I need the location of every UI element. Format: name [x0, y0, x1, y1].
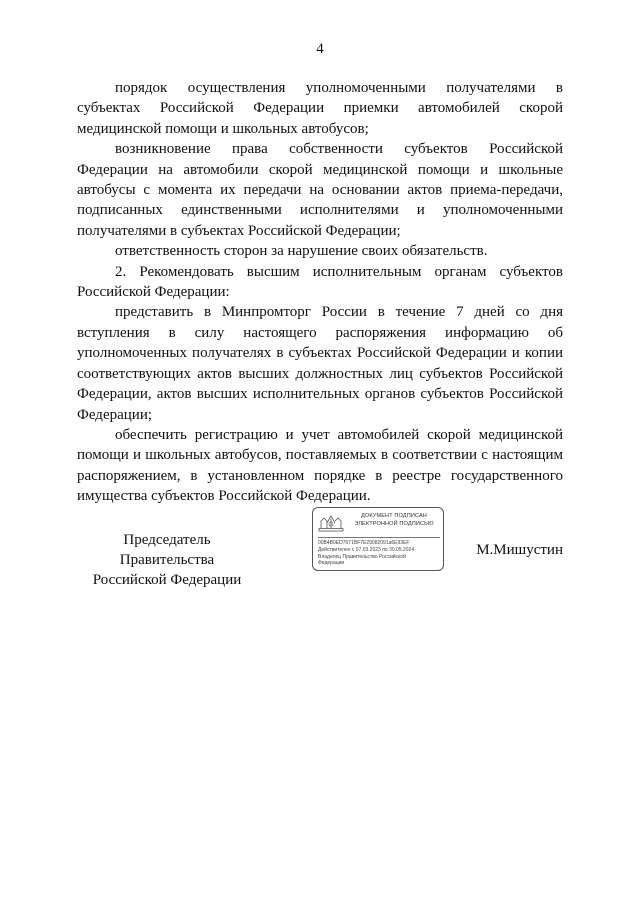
stamp-title-line1: ДОКУМЕНТ ПОДПИСАН	[361, 513, 427, 519]
signatory-position-line1: Председатель Правительства	[119, 532, 215, 568]
document-body	[77, 78, 563, 507]
signatory-name: М.Мишустин	[476, 542, 563, 558]
signatory-position-line2: Российской Федерации	[92, 572, 242, 588]
stamp-divider	[318, 537, 440, 538]
stamp-details	[318, 540, 442, 567]
paragraph-recommendation: 2. Рекомендовать высшим исполнительным органам субъектов Российской Федерации:	[77, 263, 563, 301]
paragraph-registration: обеспечить регистрацию и учет автомобилей скорой медицинской помощи и школьных автобусов, поставляемых в соответствии с настоящим распоряжением, в установленном порядке в реестре государственного имущества субъектов Российской Федерации.	[77, 426, 563, 505]
stamp-owner-line1: Владелец Правительство Российской	[318, 553, 406, 560]
paragraph-submit-information: представить в Минпромторг России в течение 7 дней со дня вступления в силу настоящего распоряжения информацию об уполномоченных получателях в субъектах Российской Федерации и копии соответствующих актов высших должностных лиц субъектов Российской Федерации, актов высших исполнительных органов субъектов Российской Федерации;	[77, 304, 563, 423]
coat-of-arms-icon	[318, 513, 344, 533]
paragraph-acceptance-procedure: порядок осуществления уполномоченными получателями в субъектах Российской Федерации приемки автомобилей скорой медицинской помощи и школьных автобусов;	[77, 80, 563, 137]
stamp-owner-line2: Федерации	[318, 560, 345, 567]
electronic-signature-stamp	[312, 507, 444, 571]
page-number: 4	[316, 41, 324, 57]
paragraph-responsibility: ответственность сторон за нарушение своих обязательств.	[115, 243, 488, 260]
stamp-title-line2: ЭЛЕКТРОННОЙ ПОДПИСЬЮ	[354, 520, 434, 527]
stamp-certificate: 00B4B0ED7671BF7E29082091a6E93EF	[318, 540, 410, 546]
stamp-title	[347, 513, 441, 528]
paragraph-ownership: возникновение права собственности субъектов Российской Федерации на автомобили скорой медицинской помощи и школьные автобусы с момента их передачи на основании актов приема-передачи, подписанных единственными исполнителями и уполномоченными получателями в субъектах Российской Федерации;	[77, 141, 563, 239]
signatory-position	[77, 530, 257, 590]
stamp-validity: Действителен с 07.03.2023 по 30.05.2024	[318, 546, 415, 553]
